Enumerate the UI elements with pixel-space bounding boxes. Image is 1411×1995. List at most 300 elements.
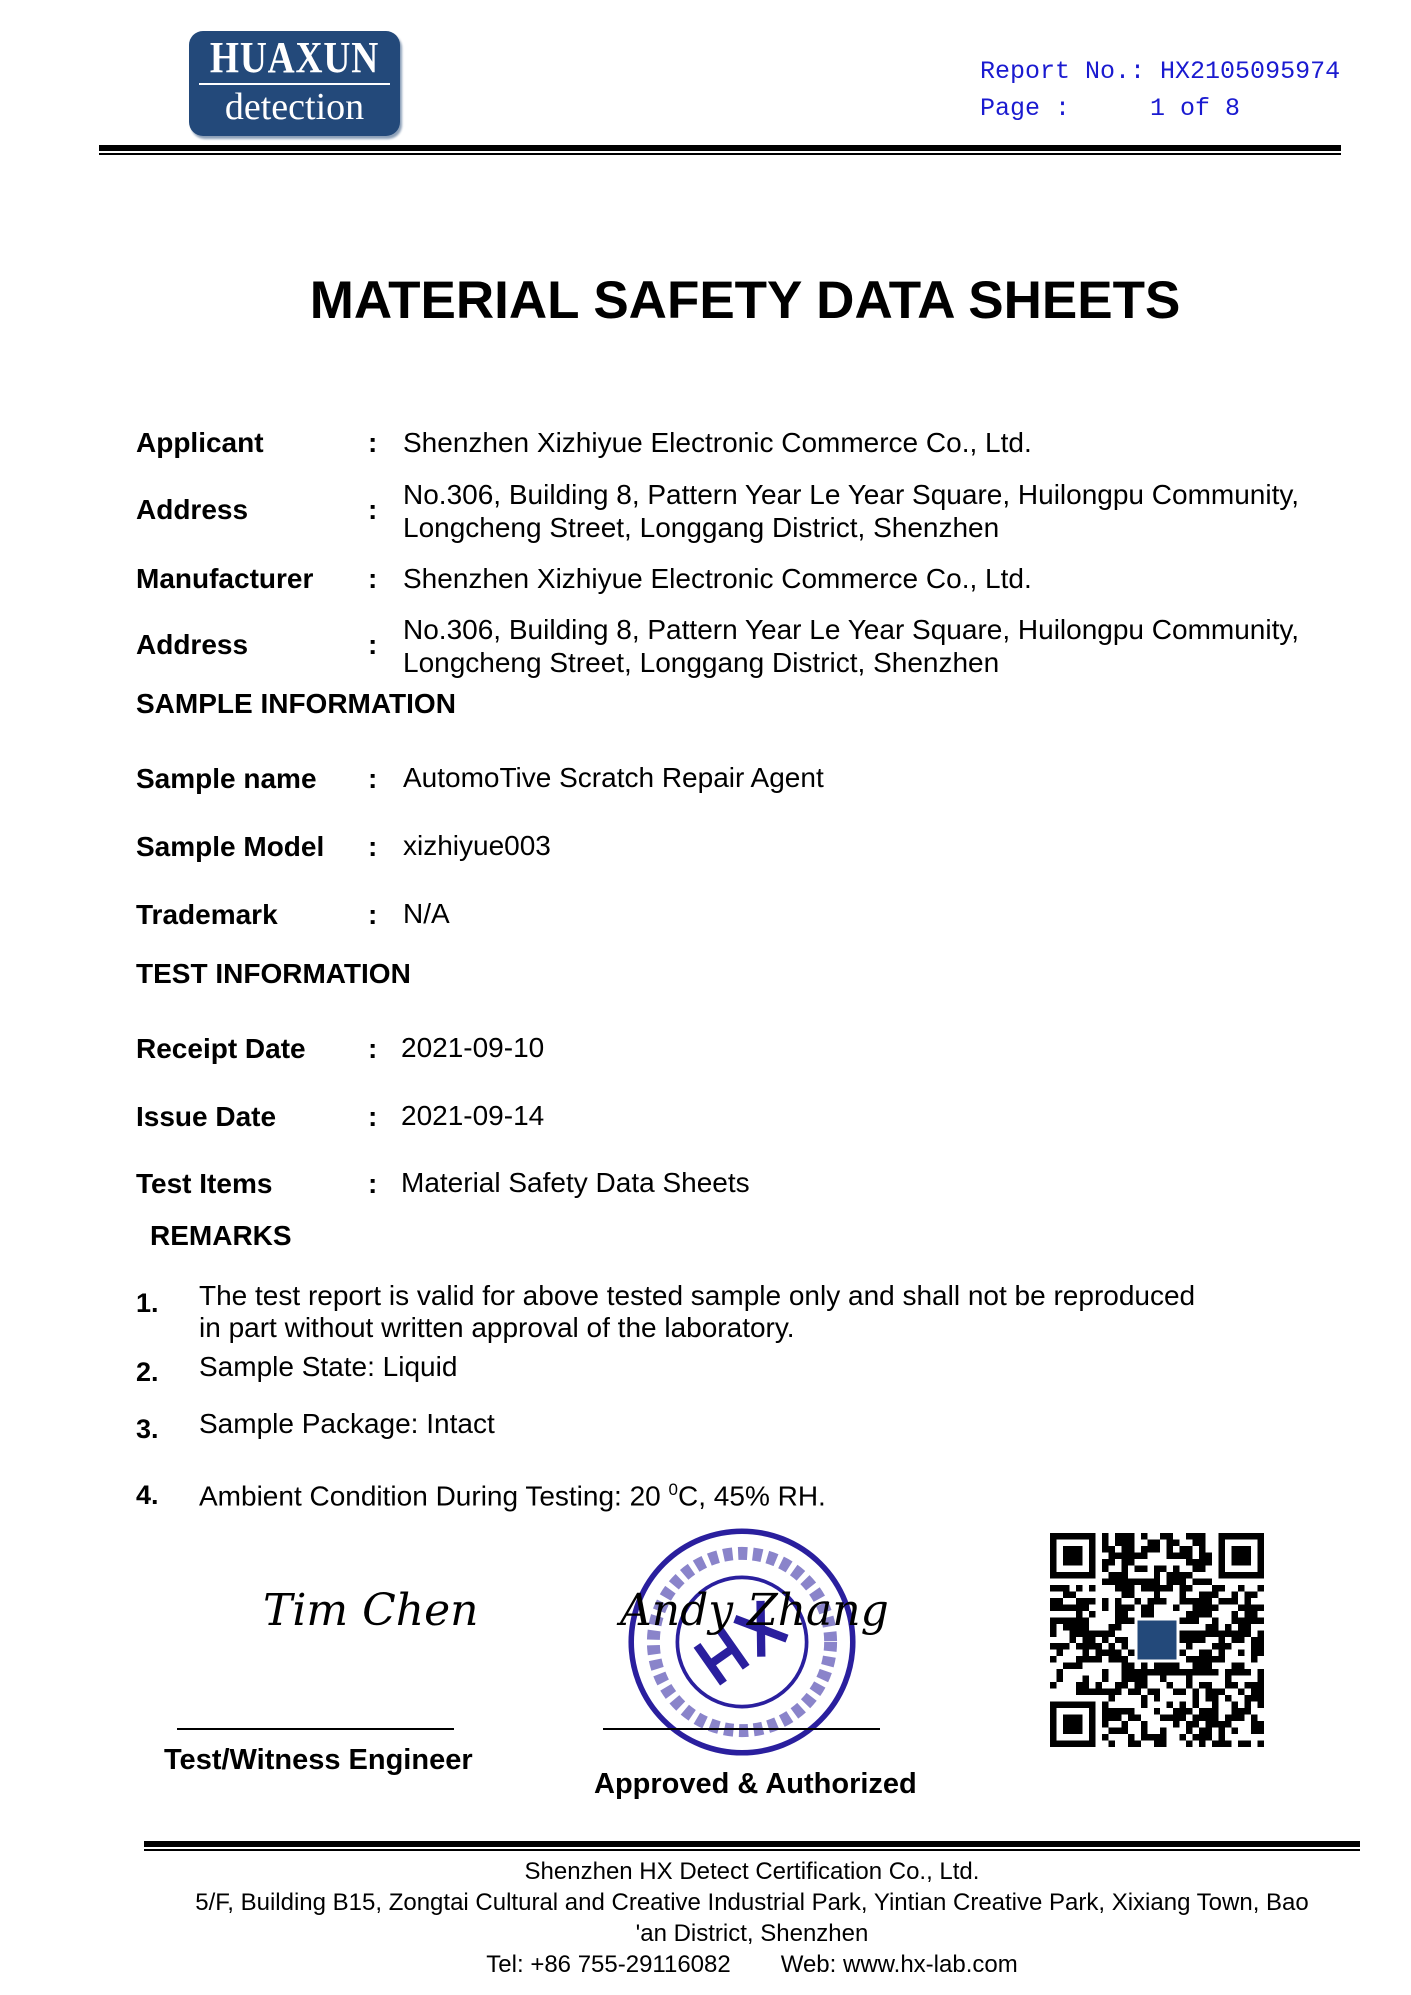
qr-module	[1063, 1591, 1069, 1597]
qr-module	[1167, 1572, 1173, 1578]
qr-module	[1219, 1689, 1225, 1695]
qr-module	[1115, 1624, 1121, 1630]
qr-module	[1063, 1585, 1069, 1591]
manufacturer-label: Manufacturer	[136, 563, 314, 594]
qr-module	[1167, 1546, 1173, 1552]
qr-module	[1102, 1715, 1108, 1721]
qr-module	[1180, 1598, 1186, 1604]
qr-module	[1108, 1578, 1114, 1584]
qr-module	[1199, 1565, 1205, 1571]
qr-module	[1147, 1689, 1153, 1695]
qr-module	[1121, 1669, 1127, 1675]
qr-module	[1173, 1669, 1179, 1675]
qr-module	[1199, 1539, 1205, 1545]
qr-module	[1206, 1715, 1212, 1721]
qr-module	[1121, 1611, 1127, 1617]
qr-module	[1167, 1663, 1173, 1669]
qr-module	[1154, 1663, 1160, 1669]
qr-module	[1102, 1721, 1108, 1727]
qr-module	[1206, 1624, 1212, 1630]
qr-module	[1134, 1565, 1140, 1571]
qr-module	[1121, 1572, 1127, 1578]
qr-module	[1212, 1695, 1218, 1701]
qr-module	[1115, 1617, 1121, 1623]
qr-module	[1063, 1663, 1069, 1669]
manufacturer-address-value	[403, 613, 1299, 679]
qr-module	[1141, 1702, 1147, 1708]
address-line: Longcheng Street, Longgang District, Shenzhen	[403, 647, 1000, 678]
qr-module	[1154, 1669, 1160, 1675]
qr-module	[1186, 1708, 1192, 1714]
qr-module	[1128, 1546, 1134, 1552]
qr-module	[1154, 1695, 1160, 1701]
qr-module	[1232, 1682, 1238, 1688]
qr-module	[1245, 1591, 1251, 1597]
qr-module	[1251, 1650, 1257, 1656]
qr-module	[1225, 1682, 1231, 1688]
qr-module	[1160, 1741, 1166, 1747]
qr-module	[1225, 1715, 1231, 1721]
qr-module	[1199, 1546, 1205, 1552]
qr-module	[1193, 1630, 1199, 1636]
qr-module	[1160, 1585, 1166, 1591]
qr-module	[1180, 1591, 1186, 1597]
address-line: No.306, Building 8, Pattern Year Le Year Square, Huilongpu Community,	[403, 479, 1300, 510]
qr-module	[1206, 1656, 1212, 1662]
qr-module	[1186, 1572, 1192, 1578]
qr-module	[1193, 1565, 1199, 1571]
qr-module	[1199, 1715, 1205, 1721]
qr-module	[1238, 1650, 1244, 1656]
qr-module	[1108, 1656, 1114, 1662]
qr-module	[1199, 1552, 1205, 1558]
qr-module	[1050, 1643, 1056, 1649]
address-line: Longcheng Street, Longgang District, Shenzhen	[403, 512, 1000, 543]
qr-module	[1154, 1598, 1160, 1604]
qr-module	[1232, 1617, 1238, 1623]
qr-module	[1154, 1689, 1160, 1695]
qr-module	[1199, 1663, 1205, 1669]
remark-text	[199, 1474, 826, 1512]
qr-module	[1238, 1741, 1244, 1747]
qr-module	[1069, 1663, 1075, 1669]
colon: :	[368, 831, 378, 862]
qr-module	[1121, 1617, 1127, 1623]
qr-module	[1141, 1552, 1147, 1558]
qr-module	[1251, 1611, 1257, 1617]
qr-module	[1245, 1604, 1251, 1610]
qr-module	[1108, 1630, 1114, 1636]
qr-module	[1147, 1539, 1153, 1545]
qr-module	[1258, 1585, 1264, 1591]
trademark-value: N/A	[403, 898, 450, 929]
qr-module	[1173, 1578, 1179, 1584]
qr-module	[1141, 1669, 1147, 1675]
qr-module	[1238, 1637, 1244, 1643]
qr-module	[1050, 1624, 1056, 1630]
qr-module	[1095, 1643, 1101, 1649]
qr-module	[1199, 1728, 1205, 1734]
qr-module	[1238, 1663, 1244, 1669]
qr-module	[1199, 1669, 1205, 1675]
qr-module	[1180, 1578, 1186, 1584]
qr-module	[1141, 1663, 1147, 1669]
qr-module	[1095, 1682, 1101, 1688]
qr-module	[1134, 1578, 1140, 1584]
qr-module	[1206, 1611, 1212, 1617]
qr-module	[1206, 1728, 1212, 1734]
qr-code	[1050, 1533, 1264, 1747]
qr-module	[1128, 1676, 1134, 1682]
qr-module	[1232, 1663, 1238, 1669]
qr-module	[1115, 1604, 1121, 1610]
qr-module	[1102, 1676, 1108, 1682]
qr-module	[1121, 1585, 1127, 1591]
qr-module	[1128, 1552, 1134, 1558]
qr-module	[1206, 1721, 1212, 1727]
qr-module	[1056, 1598, 1062, 1604]
qr-module	[1219, 1637, 1225, 1643]
qr-module	[1102, 1578, 1108, 1584]
qr-module	[1050, 1598, 1056, 1604]
qr-module	[1193, 1734, 1199, 1740]
qr-module	[1050, 1617, 1056, 1623]
qr-module	[1154, 1585, 1160, 1591]
qr-module	[1225, 1630, 1231, 1636]
qr-module	[1115, 1637, 1121, 1643]
qr-module	[1147, 1734, 1153, 1740]
qr-module	[1147, 1611, 1153, 1617]
qr-module	[1232, 1546, 1251, 1565]
qr-module	[1186, 1637, 1192, 1643]
qr-module	[1258, 1682, 1264, 1688]
qr-module	[1186, 1728, 1192, 1734]
qr-module	[1193, 1604, 1199, 1610]
qr-module	[1212, 1708, 1218, 1714]
page-label: Page :	[980, 94, 1071, 123]
degree-superscript: 0	[668, 1480, 679, 1499]
qr-module	[1134, 1689, 1140, 1695]
colon: :	[368, 494, 378, 525]
qr-module	[1186, 1546, 1192, 1552]
qr-module	[1121, 1656, 1127, 1662]
qr-module	[1082, 1656, 1088, 1662]
qr-module	[1206, 1650, 1212, 1656]
qr-module	[1180, 1650, 1186, 1656]
qr-module	[1063, 1546, 1082, 1565]
qr-module	[1102, 1559, 1108, 1565]
qr-module	[1076, 1663, 1082, 1669]
qr-module	[1219, 1643, 1225, 1649]
qr-module	[1251, 1715, 1257, 1721]
qr-module	[1121, 1721, 1127, 1727]
qr-module	[1251, 1728, 1257, 1734]
qr-module	[1232, 1591, 1238, 1597]
qr-module	[1219, 1598, 1225, 1604]
approver-signature: Andy Zhang	[620, 1585, 889, 1636]
qr-module	[1225, 1669, 1231, 1675]
qr-module	[1251, 1689, 1257, 1695]
qr-module	[1199, 1650, 1205, 1656]
qr-module	[1102, 1533, 1108, 1539]
remark-item	[199, 1280, 1195, 1344]
qr-module	[1069, 1591, 1075, 1597]
qr-module	[1121, 1643, 1127, 1649]
qr-module	[1219, 1630, 1225, 1636]
qr-module	[1199, 1598, 1205, 1604]
qr-module	[1102, 1689, 1108, 1695]
qr-module	[1076, 1598, 1082, 1604]
qr-module	[1076, 1611, 1082, 1617]
issue-date-label: Issue Date	[136, 1101, 277, 1132]
colon: :	[368, 763, 378, 794]
qr-module	[1115, 1533, 1121, 1539]
qr-module	[1082, 1630, 1088, 1636]
qr-module	[1121, 1637, 1127, 1643]
qr-module	[1225, 1721, 1231, 1727]
qr-module	[1258, 1617, 1264, 1623]
qr-module	[1258, 1630, 1264, 1636]
qr-module	[1082, 1682, 1088, 1688]
qr-module	[1095, 1630, 1101, 1636]
qr-module	[1160, 1715, 1166, 1721]
qr-module	[1134, 1682, 1140, 1688]
qr-module	[1056, 1650, 1062, 1656]
footer-contact	[52, 1951, 1411, 1979]
qr-module	[1232, 1715, 1238, 1721]
qr-module	[1199, 1559, 1205, 1565]
issue-date-value: 2021-09-14	[401, 1100, 545, 1131]
qr-module	[1245, 1702, 1251, 1708]
qr-module	[1076, 1585, 1082, 1591]
qr-module	[1076, 1604, 1082, 1610]
report-no-label: Report No.:	[980, 57, 1146, 86]
qr-module	[1212, 1643, 1218, 1649]
qr-module	[1199, 1741, 1205, 1747]
qr-module	[1251, 1695, 1257, 1701]
qr-module	[1251, 1617, 1257, 1623]
test-items-label: Test Items	[136, 1168, 273, 1199]
qr-module	[1206, 1734, 1212, 1740]
qr-module	[1108, 1552, 1114, 1558]
qr-module	[1089, 1598, 1095, 1604]
qr-module	[1141, 1585, 1147, 1591]
qr-module	[1121, 1682, 1127, 1688]
page-number	[980, 94, 1240, 123]
qr-module	[1219, 1741, 1225, 1747]
qr-module	[1193, 1656, 1199, 1662]
qr-module	[1147, 1669, 1153, 1675]
qr-module	[1147, 1578, 1153, 1584]
qr-module	[1108, 1546, 1114, 1552]
qr-module	[1121, 1565, 1127, 1571]
qr-module	[1128, 1741, 1134, 1747]
report-no-value: HX2105095974	[1160, 57, 1341, 86]
approver-label: Approved & Authorized	[594, 1768, 917, 1800]
qr-module	[1102, 1604, 1108, 1610]
qr-module	[1063, 1624, 1069, 1630]
qr-module	[1160, 1533, 1166, 1539]
qr-module	[1245, 1611, 1251, 1617]
qr-module	[1219, 1650, 1225, 1656]
qr-module	[1199, 1734, 1205, 1740]
qr-module	[1154, 1741, 1160, 1747]
qr-module	[1238, 1708, 1244, 1714]
logo-subtitle: detection	[224, 86, 365, 128]
qr-module	[1180, 1552, 1186, 1558]
receipt-date-value: 2021-09-10	[401, 1032, 545, 1063]
qr-module	[1206, 1630, 1212, 1636]
qr-module	[1089, 1630, 1095, 1636]
qr-module	[1173, 1721, 1179, 1727]
qr-module	[1245, 1598, 1251, 1604]
remark-text-part: C, 45% RH.	[678, 1480, 826, 1512]
qr-module	[1115, 1585, 1121, 1591]
qr-module	[1199, 1591, 1205, 1597]
qr-module	[1115, 1611, 1121, 1617]
colon: :	[368, 1168, 378, 1199]
qr-module	[1115, 1689, 1121, 1695]
qr-module	[1160, 1669, 1166, 1675]
qr-module	[1160, 1663, 1166, 1669]
qr-module	[1186, 1611, 1192, 1617]
qr-module	[1245, 1741, 1251, 1747]
qr-module	[1251, 1682, 1257, 1688]
qr-module	[1108, 1695, 1114, 1701]
qr-module	[1147, 1604, 1153, 1610]
qr-module	[1193, 1598, 1199, 1604]
qr-module	[1115, 1708, 1121, 1714]
qr-module	[1186, 1617, 1192, 1623]
qr-module	[1154, 1546, 1160, 1552]
qr-module	[1206, 1663, 1212, 1669]
qr-module	[1186, 1676, 1192, 1682]
qr-module	[1186, 1741, 1192, 1747]
qr-module	[1102, 1734, 1108, 1740]
qr-module	[1076, 1689, 1082, 1695]
colon: :	[368, 1033, 378, 1064]
remark-number: 1.	[136, 1288, 159, 1318]
qr-module	[1219, 1585, 1225, 1591]
qr-module	[1180, 1572, 1186, 1578]
qr-module	[1180, 1617, 1186, 1623]
qr-module	[1212, 1741, 1218, 1747]
qr-module	[1193, 1663, 1199, 1669]
qr-module	[1193, 1721, 1199, 1727]
qr-module	[1173, 1663, 1179, 1669]
qr-module	[1076, 1617, 1082, 1623]
applicant-value: Shenzhen Xizhiyue Electronic Commerce Co., Ltd.	[403, 427, 1032, 458]
qr-module	[1063, 1643, 1069, 1649]
qr-module	[1258, 1650, 1264, 1656]
qr-module	[1193, 1702, 1199, 1708]
qr-module	[1128, 1734, 1134, 1740]
qr-module	[1121, 1552, 1127, 1558]
remark-number: 3.	[136, 1414, 159, 1444]
qr-module	[1199, 1682, 1205, 1688]
qr-module	[1245, 1617, 1251, 1623]
qr-module	[1134, 1669, 1140, 1675]
qr-module	[1258, 1721, 1264, 1727]
qr-module	[1128, 1617, 1134, 1623]
qr-module	[1095, 1689, 1101, 1695]
qr-module	[1121, 1539, 1127, 1545]
qr-module	[1225, 1624, 1231, 1630]
huaxun-logo	[189, 31, 400, 136]
qr-module	[1102, 1565, 1108, 1571]
qr-module	[1193, 1611, 1199, 1617]
qr-module	[1238, 1630, 1244, 1636]
qr-module	[1141, 1533, 1147, 1539]
qr-module	[1167, 1669, 1173, 1675]
qr-module	[1180, 1715, 1186, 1721]
qr-module	[1193, 1689, 1199, 1695]
qr-module	[1180, 1734, 1186, 1740]
qr-module	[1186, 1552, 1192, 1558]
qr-module	[1232, 1708, 1238, 1714]
qr-module	[1095, 1656, 1101, 1662]
qr-module	[1206, 1591, 1212, 1597]
remark-text: Sample State: Liquid	[199, 1351, 458, 1382]
address-line: No.306, Building 8, Pattern Year Le Year Square, Huilongpu Community,	[403, 614, 1300, 645]
qr-module	[1063, 1715, 1082, 1734]
sample-model-value: xizhiyue003	[403, 830, 551, 861]
qr-module	[1121, 1546, 1127, 1552]
qr-module	[1251, 1643, 1257, 1649]
qr-module	[1180, 1630, 1186, 1636]
qr-module	[1232, 1637, 1238, 1643]
qr-module	[1245, 1708, 1251, 1714]
qr-module	[1180, 1637, 1186, 1643]
qr-module	[1154, 1572, 1160, 1578]
qr-module	[1082, 1617, 1088, 1623]
qr-module	[1238, 1604, 1244, 1610]
test-items-value: Material Safety Data Sheets	[401, 1167, 750, 1198]
qr-module	[1199, 1611, 1205, 1617]
qr-module	[1147, 1585, 1153, 1591]
qr-module	[1258, 1689, 1264, 1695]
qr-module	[1238, 1624, 1244, 1630]
qr-module	[1258, 1669, 1264, 1675]
qr-module	[1095, 1650, 1101, 1656]
qr-module	[1134, 1598, 1140, 1604]
qr-module	[1128, 1689, 1134, 1695]
qr-module	[1108, 1715, 1114, 1721]
qr-module	[1141, 1546, 1147, 1552]
qr-module	[1167, 1585, 1173, 1591]
receipt-date-label: Receipt Date	[136, 1033, 306, 1064]
qr-module	[1199, 1578, 1205, 1584]
qr-module	[1108, 1708, 1114, 1714]
qr-module	[1128, 1715, 1134, 1721]
sample-model-label: Sample Model	[136, 831, 325, 862]
qr-module	[1225, 1643, 1231, 1649]
qr-module	[1128, 1578, 1134, 1584]
qr-module	[1141, 1578, 1147, 1584]
qr-module	[1134, 1552, 1140, 1558]
qr-module	[1154, 1591, 1160, 1597]
qr-module	[1141, 1728, 1147, 1734]
qr-module	[1212, 1715, 1218, 1721]
qr-module	[1134, 1741, 1140, 1747]
qr-module	[1141, 1734, 1147, 1740]
qr-module	[1258, 1702, 1264, 1708]
colon: :	[368, 629, 378, 660]
qr-module	[1082, 1604, 1088, 1610]
qr-module	[1089, 1689, 1095, 1695]
qr-module	[1108, 1572, 1114, 1578]
address-label: Address	[136, 494, 249, 525]
